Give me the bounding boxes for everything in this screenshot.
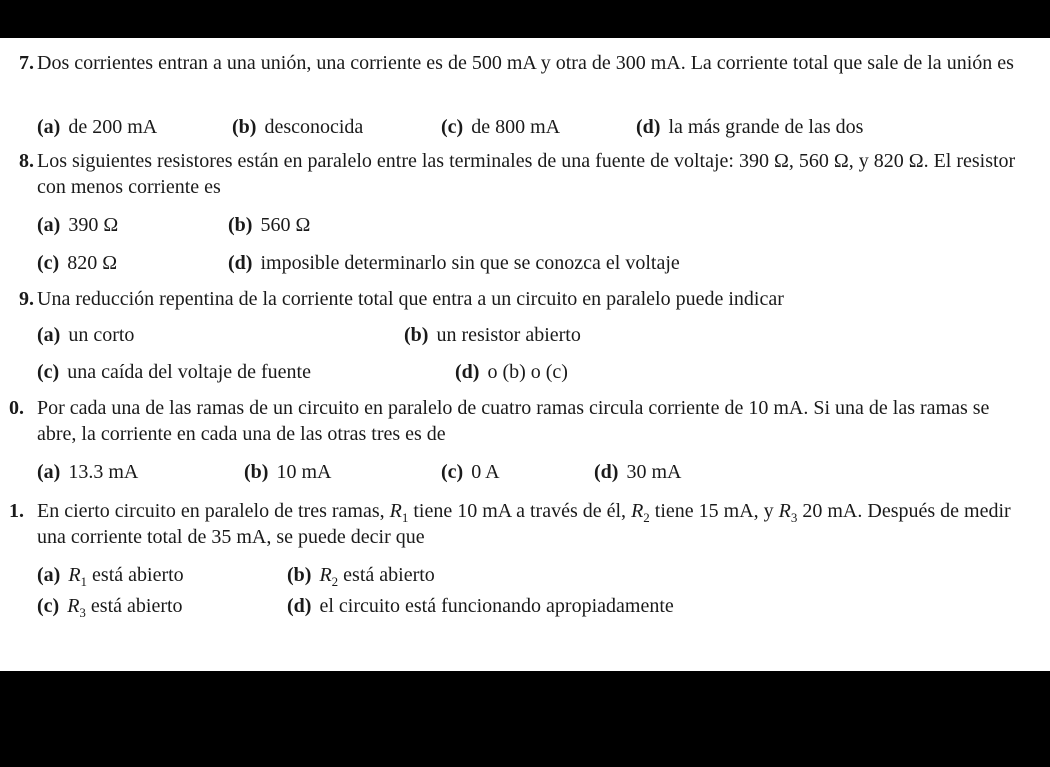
option-c: [37, 250, 117, 276]
option-letter: (c): [37, 595, 60, 617]
option-text: el circuito está funcionando apropiadamente: [319, 595, 674, 617]
option-text: la más grande de las dos: [668, 116, 864, 138]
option-d: [228, 250, 680, 276]
option-letter: (a): [37, 324, 61, 346]
question-number: 9.: [19, 288, 34, 310]
question-number: 0.: [9, 397, 24, 419]
variable: R: [67, 595, 80, 617]
option-text: 820 Ω: [67, 252, 118, 274]
option-letter: (a): [37, 564, 61, 586]
option-letter: (c): [441, 461, 464, 483]
option-text: desconocida: [264, 116, 364, 138]
text-part: tiene 15 mA, y: [654, 500, 774, 522]
option-text: una caída del voltaje de fuente: [67, 361, 311, 383]
subscript: 3: [790, 510, 798, 525]
option-text: 390 Ω: [68, 214, 119, 236]
option-letter: (c): [37, 252, 60, 274]
option-text: está abierto: [92, 564, 184, 586]
subscript: 3: [79, 605, 86, 620]
question-number: 8.: [19, 150, 34, 172]
option-letter: (b): [244, 461, 269, 483]
question-text: [37, 498, 1027, 550]
option-a: [37, 562, 184, 588]
question-text: Dos corrientes entran a una unión, una corriente es de 500 mA y otra de 300 mA. La corriente total que sale de la unión es: [37, 52, 1014, 74]
option-a: [37, 322, 134, 348]
option-d: [455, 359, 568, 385]
option-text: está abierto: [343, 564, 435, 586]
option-text: 30 mA: [626, 461, 682, 483]
variable-r2: R: [631, 500, 644, 522]
variable-r1: R: [389, 500, 402, 522]
subscript: 1: [401, 510, 409, 525]
subscript: 1: [80, 574, 88, 589]
option-text: 0 A: [471, 461, 500, 483]
variable: R: [319, 564, 332, 586]
option-b: [244, 459, 331, 485]
question-text: Por cada una de las ramas de un circuito en paralelo de cuatro ramas circula corriente de 10 mA. Si una de las ramas se abre, la corriente en cada una de las otras tres es de: [37, 397, 990, 445]
document-page: [0, 38, 1050, 671]
subscript: 2: [643, 510, 650, 525]
option-b: [287, 562, 435, 588]
option-letter: (d): [287, 595, 312, 617]
option-text: imposible determinarlo sin que se conozca el voltaje: [260, 252, 680, 274]
option-b: [404, 322, 581, 348]
option-letter: (b): [232, 116, 257, 138]
option-c: [37, 593, 183, 619]
option-d: [287, 593, 674, 619]
option-c: [441, 114, 560, 140]
option-letter: (d): [455, 361, 480, 383]
option-text: un corto: [68, 324, 135, 346]
text-part: 20 mA. Después de medir una corriente total de 35 mA, se puede decir que: [37, 500, 1011, 548]
option-letter: (c): [441, 116, 464, 138]
variable-r3: R: [778, 500, 791, 522]
option-text: 560 Ω: [260, 214, 311, 236]
option-letter: (a): [37, 461, 61, 483]
option-c: [441, 459, 500, 485]
question-text: Una reducción repentina de la corriente total que entra a un circuito en paralelo puede indicar: [37, 288, 784, 310]
subscript: 2: [331, 574, 339, 589]
option-a: [37, 459, 138, 485]
question-number: 1.: [9, 500, 24, 522]
option-letter: (d): [228, 252, 253, 274]
question-number: 7.: [19, 52, 34, 74]
option-text: de 800 mA: [471, 116, 561, 138]
option-text: 13.3 mA: [68, 461, 139, 483]
option-text: de 200 mA: [68, 116, 158, 138]
option-letter: (b): [287, 564, 312, 586]
option-text: 10 mA: [276, 461, 332, 483]
option-d: [594, 459, 681, 485]
option-d: [636, 114, 863, 140]
option-text: o (b) o (c): [487, 361, 568, 383]
question-text: Los siguientes resistores están en paralelo entre las terminales de una fuente de voltaje: 390 Ω, 560 Ω, y 820 Ω. El resistor con menos corriente es: [37, 150, 1016, 198]
variable: R: [68, 564, 81, 586]
text-part: En cierto circuito en paralelo de tres ramas,: [37, 500, 385, 522]
option-b: [232, 114, 363, 140]
option-letter: (b): [228, 214, 253, 236]
text-part: tiene 10 mA a través de él,: [413, 500, 627, 522]
option-letter: (b): [404, 324, 429, 346]
option-text: está abierto: [90, 595, 183, 617]
option-c: [37, 359, 311, 385]
option-a: [37, 212, 118, 238]
option-letter: (d): [594, 461, 619, 483]
option-letter: (c): [37, 361, 60, 383]
option-text: un resistor abierto: [436, 324, 581, 346]
option-letter: (d): [636, 116, 661, 138]
option-b: [228, 212, 310, 238]
option-letter: (a): [37, 214, 61, 236]
option-letter: (a): [37, 116, 61, 138]
option-a: [37, 114, 157, 140]
